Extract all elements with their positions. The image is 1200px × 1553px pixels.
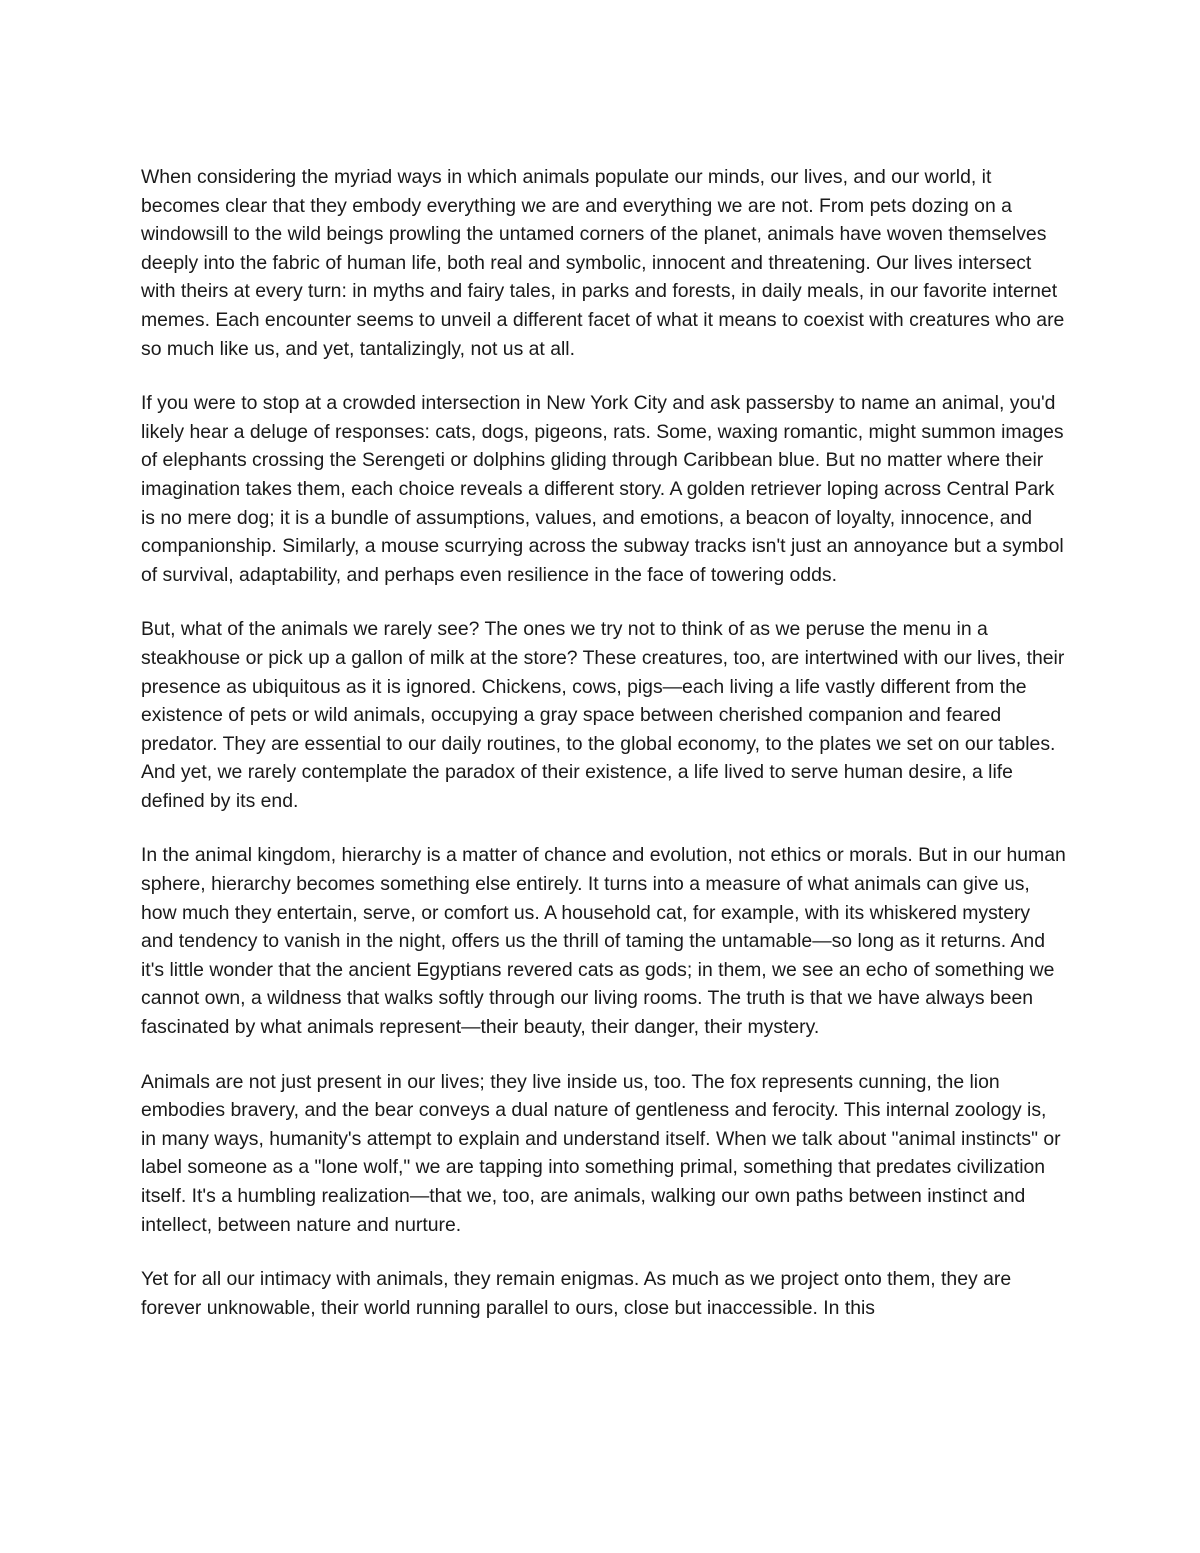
paragraph-6: Yet for all our intimacy with animals, they remain enigmas. As much as we project onto them, they are forever unknowable, their world running parallel to ours, close but inaccessible. In this [141, 1268, 1012, 1319]
paragraph-4: In the animal kingdom, hierarchy is a matter of chance and evolution, not ethics or morals. But in our human sphere, hierarchy becomes something else entirely. It turns into a measure of what animals can give us, how much they entertain, serve, or comfort us. A household cat, for example, with its whiskered mystery and tendency to vanish in the night, offers us the thrill of taming the untamable—so long as it returns. And it's little wonder that the ancient Egyptians revered cats as gods; in them, we see an echo of something we cannot own, a wildness that walks softly through our living rooms. The truth is that we have always been fascinated by what animals represent—their beauty, their danger, their mystery. [141, 844, 1066, 1039]
paragraph-3: But, what of the animals we rarely see? The ones we try not to think of as we peruse the menu in a steakhouse or pick up a gallon of milk at the store? These creatures, too, are intertwined with our lives, their presence as ubiquitous as it is ignored. Chickens, cows, pigs—each living a life vastly different from the existence of pets or wild animals, occupying a gray space between cherished companion and feared predator. They are essential to our daily routines, to the global economy, to the plates we set on our tables. And yet, we rarely contemplate the paradox of their existence, a life lived to serve human desire, a life defined by its end. [141, 618, 1065, 812]
paragraph-5: Animals are not just present in our lives; they live inside us, too. The fox represents cunning, the lion embodies bravery, and the bear conveys a dual nature of gentleness and ferocity. This internal zoology is, in many ways, humanity's attempt to explain and understand itself. When we talk about "animal instincts" or label someone as a "lone wolf," we are tapping into something primal, something that predates civilization itself. It's a humbling realization—that we, too, are animals, walking our own paths between instinct and intellect, between nature and nurture. [141, 1070, 1061, 1236]
document-body [141, 163, 1066, 1322]
paragraph-2: If you were to stop at a crowded intersection in New York City and ask passersby to name an animal, you'd likely hear a deluge of responses: cats, dogs, pigeons, rats. Some, waxing romantic, might summon images of elephants crossing the Serengeti or dolphins gliding through Caribbean blue. But no matter where their imagination takes them, each choice reveals a different story. A golden retriever loping across Central Park is no mere dog; it is a bundle of assumptions, values, and emotions, a beacon of loyalty, innocence, and companionship. Similarly, a mouse scurrying across the subway tracks isn't just an annoyance but a symbol of survival, adaptability, and perhaps even resilience in the face of towering odds. [141, 392, 1064, 586]
paragraph-1: When considering the myriad ways in which animals populate our minds, our lives, and our world, it becomes clear that they embody everything we are and everything we are not. From pets dozing on a windowsill to the wild beings prowling the untamed corners of the planet, animals have woven themselves deeply into the fabric of human life, both real and symbolic, innocent and threatening. Our lives intersect with theirs at every turn: in myths and fairy tales, in parks and forests, in daily meals, in our favorite internet memes. Each encounter seems to unveil a different facet of what it means to coexist with creatures who are so much like us, and yet, tantalizingly, not us at all. [141, 166, 1065, 360]
